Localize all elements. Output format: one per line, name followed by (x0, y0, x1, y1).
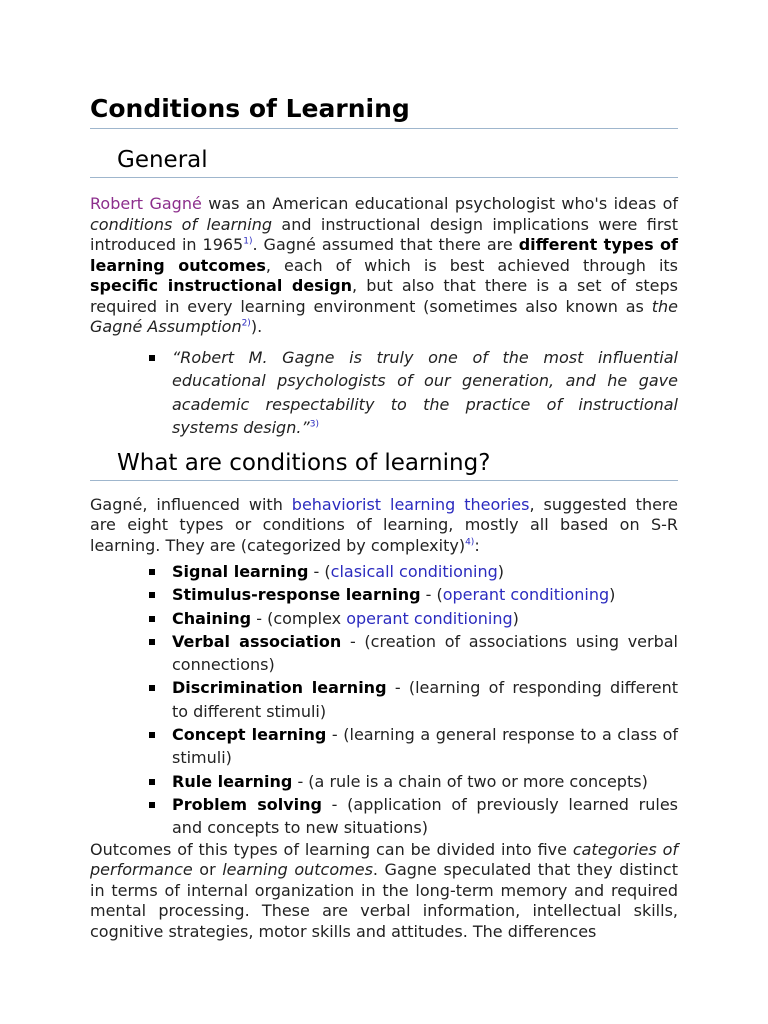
learning-type-term: Verbal association (172, 631, 342, 651)
learning-type-link[interactable]: clasicall conditioning (330, 562, 498, 581)
learning-type-link[interactable]: operant conditioning (442, 585, 610, 605)
section-heading-what: What are conditions of learning? (90, 448, 678, 481)
quote-item: “Robert M. Gagne is truly one of the most influential educational psychologists of our generation, and he gave academic respectability to the practice of instructional systems design.”$^{3)}$ (172, 346, 678, 440)
learning-type-item: Signal learning - (clasicall conditioning) (172, 560, 678, 583)
footnote-ref-1[interactable]: 1) (243, 236, 253, 247)
what-intro-paragraph: Gagné, influenced with behaviorist learning theories, suggested there are eight types or conditions of learning, mostly all based on S-R learning. They are (categorized by complexity)$^{4)}$: (90, 494, 679, 555)
learning-type-term: Signal learning (172, 562, 309, 581)
learning-type-item: Concept learning - (learning a general response to a class of stimuli) (172, 723, 678, 770)
learning-type-term: Discrimination learning (172, 678, 387, 698)
learning-type-item: Chaining - (complex operant conditioning) (172, 607, 678, 630)
learning-type-term: Concept learning (172, 725, 327, 745)
quote-list (90, 346, 678, 440)
general-intro-paragraph: Robert Gagné was an American educational psychologist who's ideas of conditions of learning and instructional design implications were first introduced in 1965$^{1)}$. Gagné assumed that there are different types of learning outcomes, each of which is best achieved through its specific instructional design, but also that there is a set of steps required in every learning environment (sometimes also known as the Gagné Assumption$^{2)}$). (90, 194, 679, 336)
footnote-ref-3[interactable]: 3) (309, 419, 319, 430)
page-content (90, 92, 678, 942)
link-robert-gagne[interactable]: Robert Gagné (90, 194, 202, 213)
learning-type-item: Rule learning - (a rule is a chain of two or more concepts) (172, 770, 678, 793)
learning-type-item: Discrimination learning - (learning of responding different to different stimuli) (172, 676, 678, 723)
link-behaviorist-learning-theories[interactable]: behaviorist learning theories (291, 494, 530, 514)
outcomes-paragraph: Outcomes of this types of learning can be divided into five categories of performance or learning outcomes. Gagne speculated that they distinct in terms of internal organization in the long-term memory and required mental processing. These are verbal information, intellectual skills, cognitive strategies, motor skills and attitudes. The differences (90, 839, 678, 941)
learning-type-item: Verbal association - (creation of associations using verbal connections) (172, 630, 678, 677)
learning-type-term: Rule learning (172, 771, 293, 791)
learning-type-term: Stimulus-response learning (172, 585, 421, 605)
section-heading-general: General (90, 145, 678, 178)
page-title: Conditions of Learning (90, 92, 678, 129)
footnote-ref-2[interactable]: 2) (241, 318, 251, 329)
learning-type-item: Stimulus-response learning - (operant conditioning) (172, 583, 678, 606)
learning-types-list (90, 560, 678, 840)
learning-type-term: Chaining (172, 608, 252, 628)
footnote-ref-4[interactable]: 4) (465, 537, 475, 548)
learning-type-item: Problem solving - (application of previously learned rules and concepts to new situations) (172, 793, 678, 840)
learning-type-link[interactable]: operant conditioning (346, 608, 513, 628)
learning-type-term: Problem solving (172, 794, 322, 814)
